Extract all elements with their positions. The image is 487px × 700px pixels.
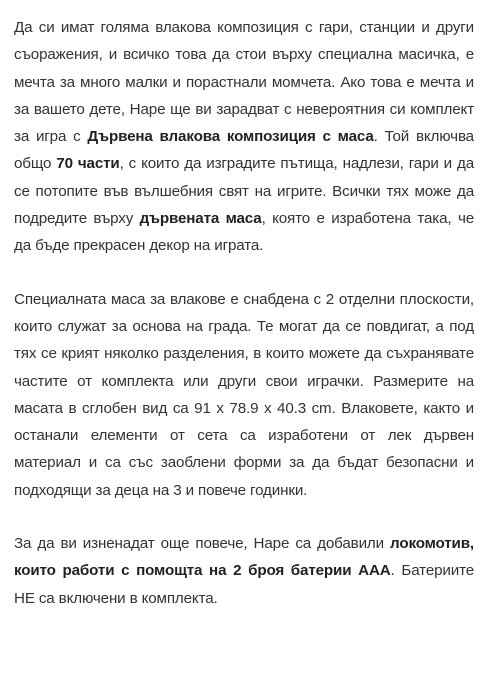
text-segment: Специалната маса за влакове е снабдена с 2 отделни плоскости, които служат за основа на града. Те могат да се повдигат, а под тях се крият няколко разделения, в които можете да съхранявате частите от комплекта или други свои играчки. Размерите на масата в сглобен вид са 91 х 78.9 х 40.3 cm. Влаковете, както и останали елементи от сета са изработени от лек дървен материал и са със заоблени форми за да бъдат безопасни и подходящи за деца на 3 и повече годинки.	[14, 290, 474, 499]
text-segment: За да ви изненадат още повече, Наре са добавили	[14, 535, 391, 553]
description-paragraph-table	[14, 286, 474, 504]
description-paragraph-intro	[14, 14, 474, 260]
text-segment: . Батериите НЕ са включени в комплекта.	[14, 562, 475, 607]
description-paragraph-locomotive	[14, 530, 474, 612]
text-segment: Да си имат голяма влакова композиция с гари, станции и други съоражения, и всичко това да стои върху специална масичка, е мечта за много малки и порастнали момчета. Ако това е мечта и за вашето дете, Наре ще ви зарадват с невероятния си комплект за игра с	[14, 19, 474, 146]
product-name-highlight: Дървена влакова композиция с маса	[87, 128, 374, 146]
locomotive-highlight: локомотив, които работи с помощта на 2 броя батерии AAA	[14, 535, 474, 580]
text-segment: . Той включва общо	[14, 128, 474, 173]
text-segment: , с които да изградите пътища, надлези, гари и да се потопите във вълшебния свят на игрите. Всички тях може да подредите върху	[14, 155, 474, 228]
product-description	[14, 14, 474, 638]
wooden-table-highlight: дървената маса	[139, 210, 262, 228]
parts-count-highlight: 70 части	[56, 155, 120, 173]
text-segment: , която е изработена така, че да бъде прекрасен декор на играта.	[14, 210, 474, 255]
